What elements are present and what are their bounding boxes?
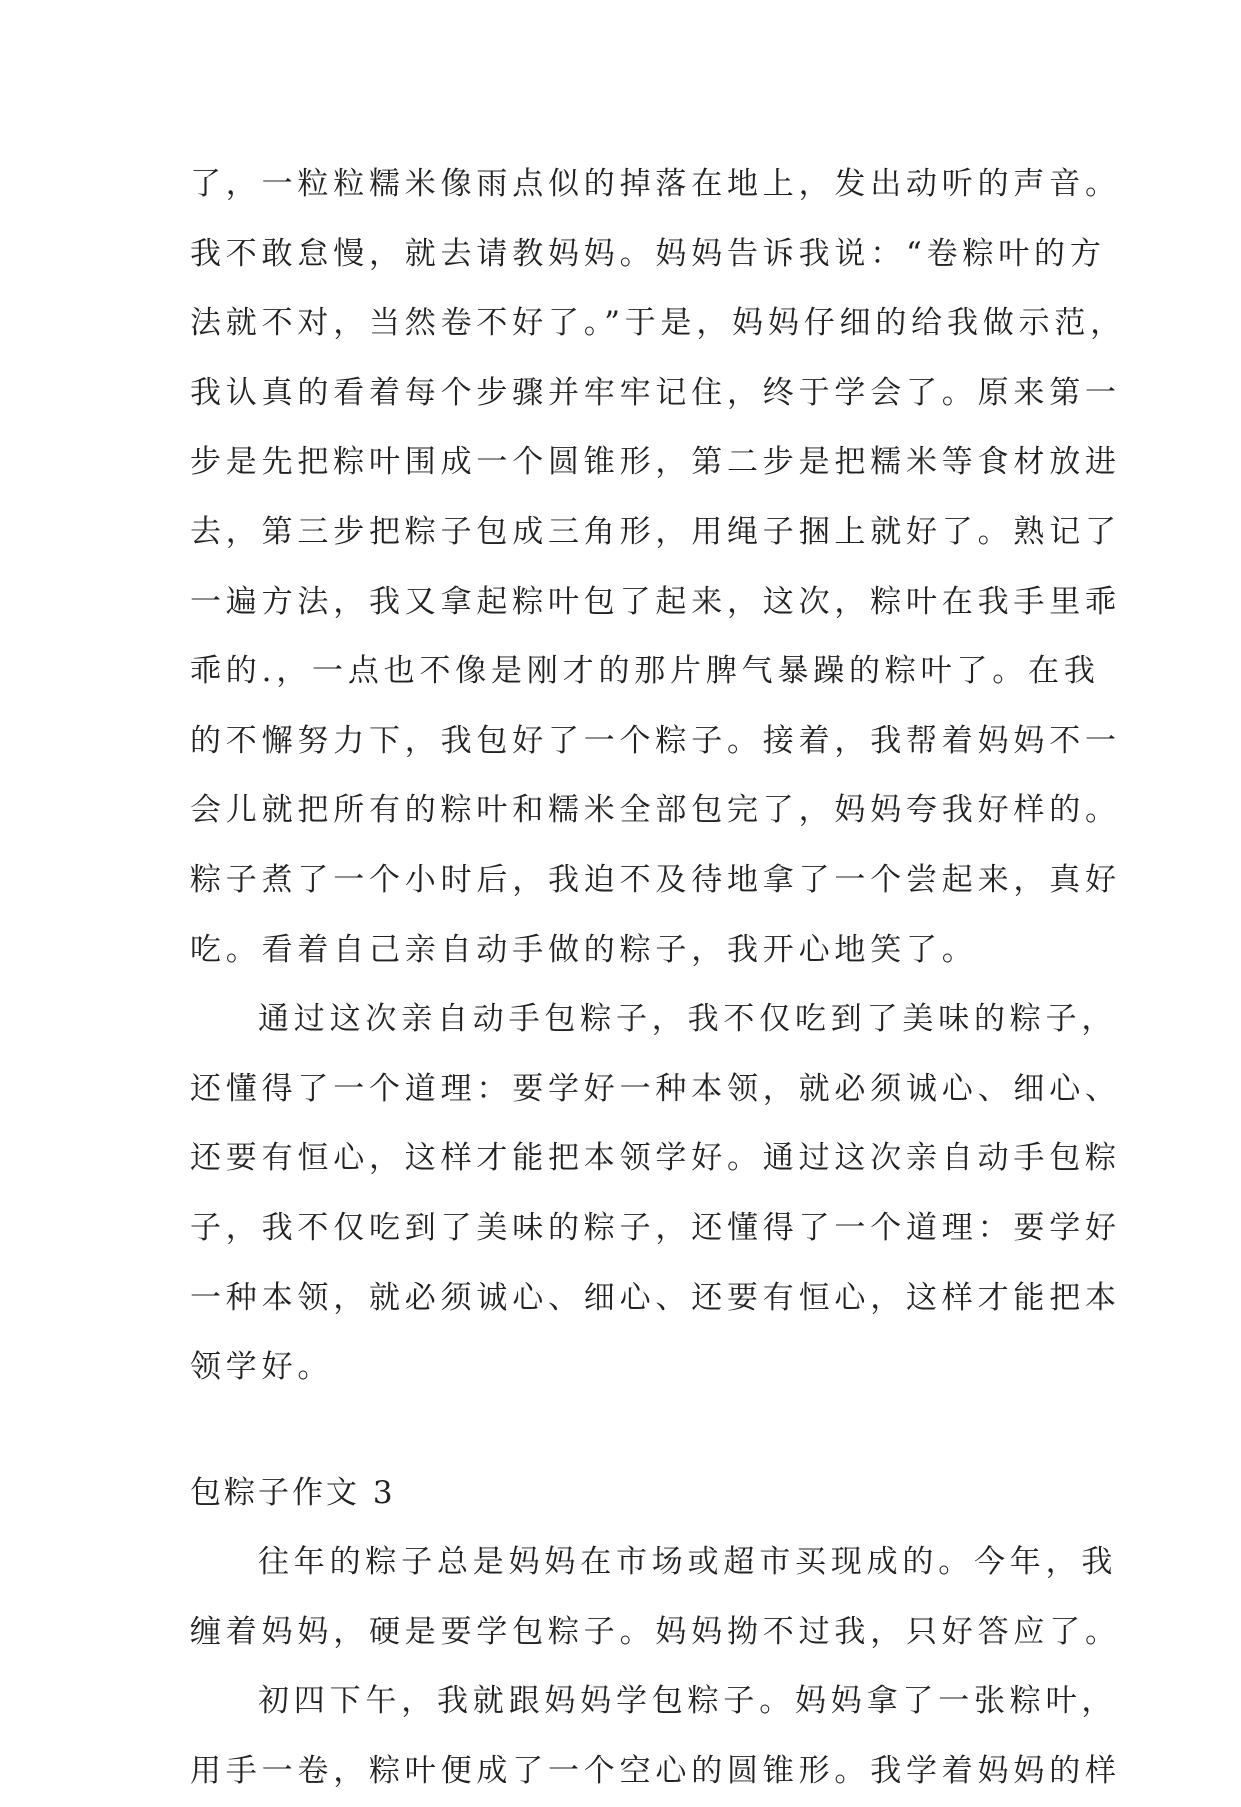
paragraph-continued (190, 150, 1126, 985)
text-line: 我不敢怠慢，就去请教妈妈。妈妈告诉我说：“卷粽叶的方 (190, 235, 1106, 272)
paragraph-conclusion (190, 985, 1121, 1403)
text-line: 领学好。 (190, 1349, 334, 1386)
text-line: 的不懈努力下，我包好了一个粽子。接着，我帮着妈妈不一 (190, 722, 1121, 759)
text-line: 粽子煮了一个小时后，我迫不及待地拿了一个尝起来，真好 (190, 861, 1121, 898)
text-line: 缠着妈妈，硬是要学包粽子。妈妈拗不过我，只好答应了。 (190, 1613, 1121, 1650)
text-line: 了，一粒粒糯米像雨点似的掉落在地上，发出动听的声音。 (190, 166, 1121, 202)
paragraph-body (190, 1667, 1121, 1806)
text-line: 会儿就把所有的粽叶和糯米全部包完了，妈妈夸我好样的。 (190, 792, 1121, 829)
document-page (190, 150, 1126, 1807)
text-line: 乖的.，一点也不像是刚才的那片脾气暴躁的粽叶了。在我 (190, 653, 1100, 690)
text-line: 一种本领，就必须诚心、细心、还要有恒心，这样才能把本 (190, 1279, 1121, 1316)
text-line: 通过这次亲自动手包粽子，我不仅吃到了美味的粽子， (258, 1001, 1118, 1038)
text-line: 步是先把粽叶围成一个圆锥形，第二步是把糯米等食材放进 (190, 444, 1121, 481)
text-line: 还懂得了一个道理：要学好一种本领，就必须诚心、细心、 (190, 1070, 1121, 1107)
essay-heading: 包粽子作文 3 (190, 1474, 396, 1511)
text-line: 我认真的看着每个步骤并牢牢记住，终于学会了。原来第一 (190, 374, 1121, 411)
section-gap (190, 1403, 1060, 1459)
text-line: 一遍方法，我又拿起粽叶包了起来，这次，粽叶在我手里乖 (190, 583, 1121, 620)
text-line: 子，我不仅吃到了美味的粽子，还懂得了一个道理：要学好 (190, 1209, 1121, 1246)
text-line: 往年的粽子总是妈妈在市场或超市买现成的。今年，我 (258, 1544, 1118, 1581)
text-line: 法就不对，当然卷不好了。”于是，妈妈仔细的给我做示范， (190, 305, 1126, 342)
paragraph-intro (190, 1528, 1121, 1667)
text-line: 去，第三步把粽子包成三角形，用绳子捆上就好了。熟记了 (190, 513, 1121, 550)
text-line: 吃。看着自己亲自动手做的粽子，我开心地笑了。 (190, 931, 978, 968)
text-line: 用手一卷，粽叶便成了一个空心的圆锥形。我学着妈妈的样 (190, 1753, 1121, 1790)
text-line: 还要有恒心，这样才能把本领学好。通过这次亲自动手包粽 (190, 1140, 1121, 1177)
text-line: 初四下午，我就跟妈妈学包粽子。妈妈拿了一张粽叶， (258, 1683, 1118, 1720)
